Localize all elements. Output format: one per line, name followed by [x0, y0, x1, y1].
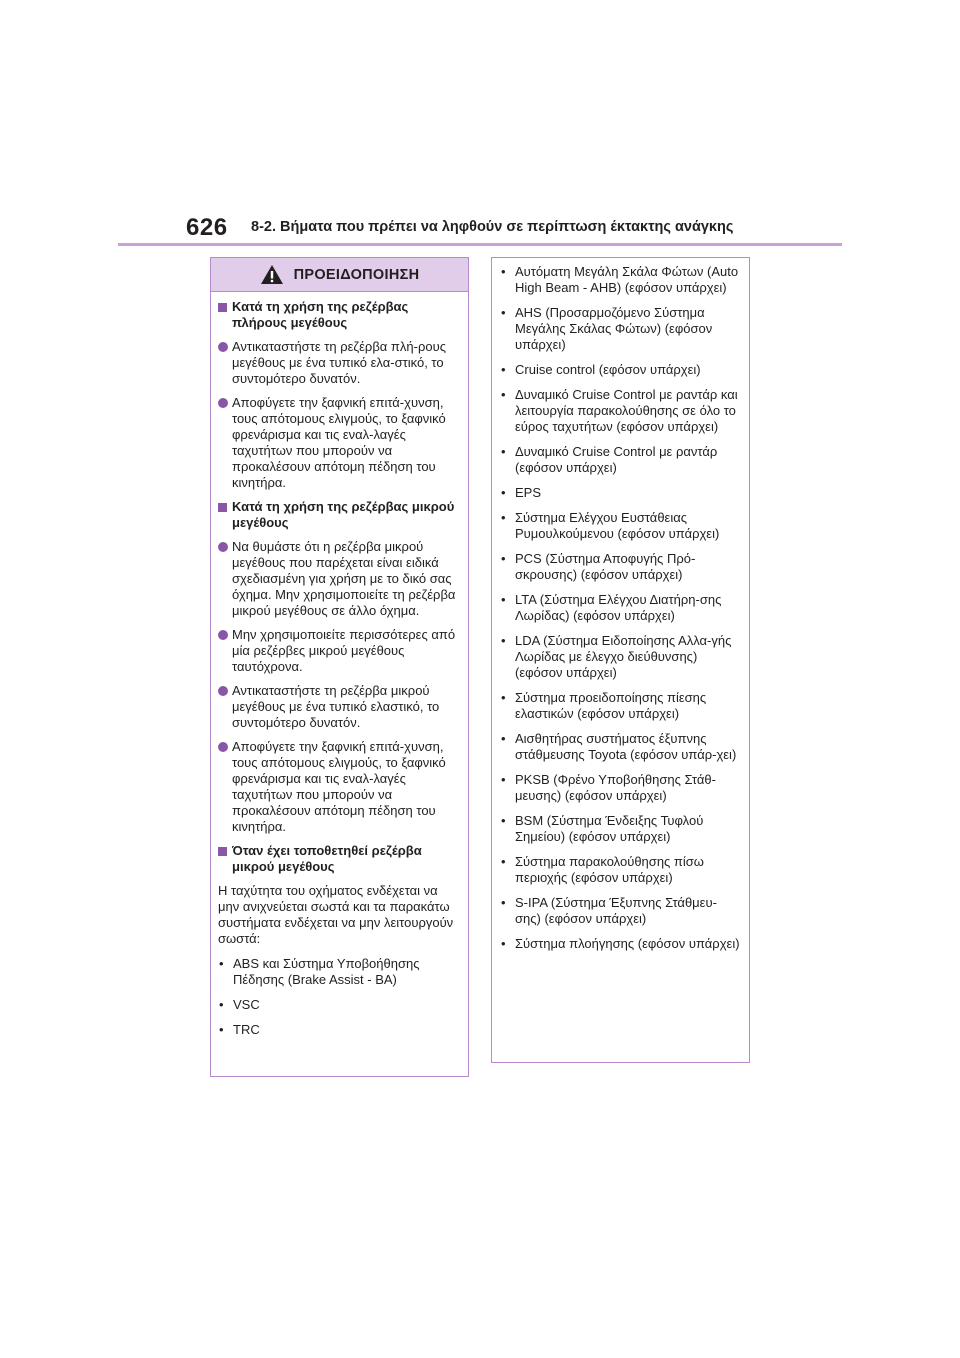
system-list-item: • Δυναμικό Cruise Control με ραντάρ και λειτουργία παρακολούθησης σε όλο το εύρος ταχυτήτων (εφόσον υπάρχει) [501, 387, 738, 434]
warning-triangle-icon [260, 264, 284, 285]
warning-item: Αποφύγετε την ξαφνική επιτά-χυνση, τους απότομους ελιγμούς, το ξαφνικό φρενάρισμα και τις εναλ-λαγές ταχυτήτων που μπορούν να προκαλέσουν απότομη πέδηση του κινητήρα. [218, 395, 460, 491]
page-number: 626 [186, 214, 228, 241]
dot-bullet-icon [218, 742, 228, 752]
square-bullet-icon [218, 503, 227, 512]
system-list-item: • Αυτόματη Μεγάλη Σκάλα Φώτων (Auto High Beam - AHB) (εφόσον υπάρχει) [501, 264, 739, 295]
compact-spare-heading: Κατά τη χρήση της ρεζέρβας μικρού μεγέθους [218, 499, 460, 531]
dot-bullet-icon [218, 542, 228, 552]
system-list-item: • EPS [501, 485, 542, 500]
header-divider [118, 243, 842, 246]
system-list-item: • S-IPA (Σύστημα Έξυπνης Στάθμευ-σης) (εφόσον υπάρχει) [501, 895, 717, 926]
system-list-item: • Σύστημα πλοήγησης (εφόσον υπάρχει) [501, 936, 740, 951]
dot-bullet-icon [218, 686, 228, 696]
warning-item: Αντικαταστήστε τη ρεζέρβα πλή-ρους μεγέθους με ένα τυπικό ελα-στικό, το συντομότερο δυνατόν. [218, 339, 460, 387]
system-list-item: • LDA (Σύστημα Ειδοποίησης Αλλα-γής Λωρίδας με έλεγχο διεύθυνσης) (εφόσον υπάρχει) [501, 633, 732, 680]
dot-bullet-icon [218, 630, 228, 640]
system-list-item: • PCS (Σύστημα Αποφυγής Πρό-σκρουσης) (εφόσον υπάρχει) [501, 551, 696, 582]
square-bullet-icon [218, 303, 227, 312]
warning-title: ΠΡΟΕΙΔΟΠΟΙΗΣΗ [293, 266, 420, 283]
square-bullet-icon [218, 847, 227, 856]
dot-bullet-icon [218, 398, 228, 408]
system-list-item: • TRC [219, 1022, 260, 1037]
full-size-spare-heading: Κατά τη χρήση της ρεζέρβας πλήρους μεγέθους [218, 299, 460, 331]
warning-header [211, 258, 468, 292]
installed-spare-heading: Όταν έχει τοποθετηθεί ρεζέρβα μικρού μεγέθους [218, 843, 460, 875]
system-list-item: • Σύστημα Ελέγχου Ευστάθειας Ρυμουλκούμενου (εφόσον υπάρχει) [501, 510, 720, 541]
system-list-item: • VSC [219, 997, 260, 1012]
system-list-item: • AHS (Προσαρμοζόμενο Σύστημα Μεγάλης Σκάλας Φώτων) (εφόσον υπάρχει) [501, 305, 713, 352]
warning-item: Μην χρησιμοποιείτε περισσότερες από μία ρεζέρβες μικρού μεγέθους ταυτόχρονα. [218, 627, 460, 675]
installed-spare-text: Η ταχύτητα του οχήματος ενδέχεται να μην ανιχνεύεται σωστά και τα παρακάτω συστήματα ενδέχεται να μην λειτουργούν σωστά: [218, 883, 454, 946]
system-list-item: • LTA (Σύστημα Ελέγχου Διατήρη-σης Λωρίδας) (εφόσον υπάρχει) [501, 592, 722, 623]
warning-box [210, 257, 469, 1077]
system-list-item: • Αισθητήρας συστήματος έξυπνης στάθμευσης Toyota (εφόσον υπάρ-χει) [501, 731, 737, 762]
system-list-item: • Cruise control (εφόσον υπάρχει) [501, 362, 701, 377]
warning-item: Αντικαταστήστε τη ρεζέρβα μικρού μεγέθους με ένα τυπικό ελαστικό, το συντομότερο δυνατόν. [218, 683, 460, 731]
warning-item: Να θυμάστε ότι η ρεζέρβα μικρού μεγέθους που παρέχεται είναι ειδικά σχεδιασμένη για χρήση με το δικό σας όχημα. Μην χρησιμοποιείτε τη ρεζέρβα μικρού μεγέθους σε άλλο όχημα. [218, 539, 460, 619]
dot-bullet-icon [218, 342, 228, 352]
warning-item: Αποφύγετε την ξαφνική επιτά-χυνση, τους απότομους ελιγμούς, το ξαφνικό φρενάρισμα και τις εναλ-λαγές ταχυτήτων που μπορούν να προκαλέσουν απότομη πέδηση του κινητήρα. [218, 739, 460, 835]
system-list-item: • Σύστημα προειδοποίησης πίεσης ελαστικών (εφόσον υπάρχει) [501, 690, 707, 721]
section-title: 8-2. Βήματα που πρέπει να ληφθούν σε περίπτωση έκτακτης ανάγκης [251, 219, 734, 235]
system-list-item: • BSM (Σύστημα Ένδειξης Τυφλού Σημείου) (εφόσον υπάρχει) [501, 813, 704, 844]
system-list-item: • Δυναμικό Cruise Control με ραντάρ (εφόσον υπάρχει) [501, 444, 718, 475]
system-list-item: • PKSB (Φρένο Υποβοήθησης Στάθ-μευσης) (εφόσον υπάρχει) [501, 772, 716, 803]
system-list-item: • ABS και Σύστημα Υποβοήθησης Πέδησης (Brake Assist - BA) [219, 956, 420, 987]
system-list-item: • Σύστημα παρακολούθησης πίσω περιοχής (εφόσον υπάρχει) [501, 854, 704, 885]
warning-continuation-box [491, 257, 750, 1063]
